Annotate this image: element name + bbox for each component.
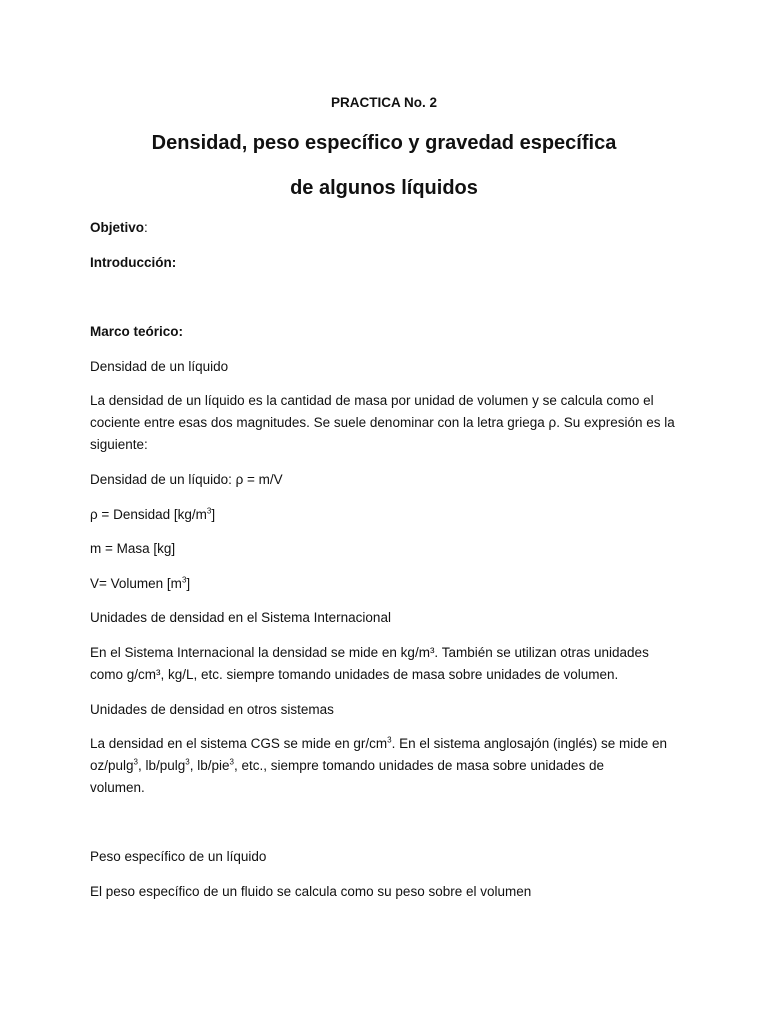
- other-units-line-1-exp: 3: [387, 735, 392, 745]
- other-units-line-2-exp1: 3: [133, 757, 138, 767]
- variable-rho: [90, 504, 215, 526]
- other-units-line-2-b: , lb/pulg: [138, 758, 186, 773]
- density-formula: Densidad de un líquido: ρ = m/V: [90, 472, 283, 487]
- si-units-line-1: En el Sistema Internacional la densidad se mide en kg/m³. También se utilizan otras unidades: [90, 645, 649, 660]
- other-units-line-3: volumen.: [90, 780, 145, 795]
- variable-v-exponent: 3: [181, 575, 187, 585]
- objetivo-colon: :: [144, 220, 148, 235]
- other-units-line-1: [90, 733, 667, 755]
- variable-rho-exponent: 3: [206, 506, 212, 516]
- document-title-line-2: de algunos líquidos: [290, 177, 478, 199]
- variable-v-text: V= Volumen [m: [90, 576, 182, 591]
- other-units-line-2: [90, 755, 604, 777]
- introduccion-heading: Introducción:: [90, 255, 177, 270]
- objetivo-heading: [90, 217, 148, 239]
- specific-weight-line-1: El peso específico de un fluido se calcula como su peso sobre el volumen: [90, 884, 532, 899]
- density-paragraph-line-2: cociente entre esas dos magnitudes. Se suele denominar con la letra griega ρ. Su expresión es la: [90, 415, 675, 430]
- si-units-line-2: como g/cm³, kg/L, etc. siempre tomando unidades de masa sobre unidades de volumen.: [90, 667, 619, 682]
- variable-rho-close: ]: [211, 507, 216, 522]
- density-paragraph-line-1: La densidad de un líquido es la cantidad de masa por unidad de volumen y se calcula como el: [90, 393, 654, 408]
- variable-v: [90, 573, 190, 595]
- practice-label: PRACTICA No. 2: [330, 95, 437, 110]
- other-units-line-2-exp2: 3: [185, 757, 190, 767]
- document-title-line-1: Densidad, peso específico y gravedad específica: [151, 132, 617, 154]
- other-units-line-2-a: oz/pulg: [90, 758, 134, 773]
- other-units-line-2-d: , etc., siempre tomando unidades de masa sobre unidades de: [233, 758, 604, 773]
- variable-rho-text: ρ = Densidad [kg/m: [90, 507, 207, 522]
- density-paragraph-line-3: siguiente:: [90, 437, 148, 452]
- other-units-heading: Unidades de densidad en otros sistemas: [90, 702, 334, 717]
- other-units-line-2-exp3: 3: [229, 757, 234, 767]
- variable-v-close: ]: [186, 576, 191, 591]
- other-units-line-1-a: La densidad en el sistema CGS se mide en gr/cm: [90, 736, 388, 751]
- specific-weight-heading: Peso específico de un líquido: [90, 849, 267, 864]
- other-units-line-2-c: , lb/pie: [189, 758, 230, 773]
- variable-m: m = Masa [kg]: [90, 541, 176, 556]
- si-units-heading: Unidades de densidad en el Sistema Internacional: [90, 610, 391, 625]
- objetivo-label: Objetivo: [90, 220, 145, 235]
- other-units-line-1-b: . En el sistema anglosajón (inglés) se mide en: [391, 736, 668, 751]
- marco-teorico-heading: Marco teórico:: [90, 324, 184, 339]
- density-heading: Densidad de un líquido: [90, 359, 229, 374]
